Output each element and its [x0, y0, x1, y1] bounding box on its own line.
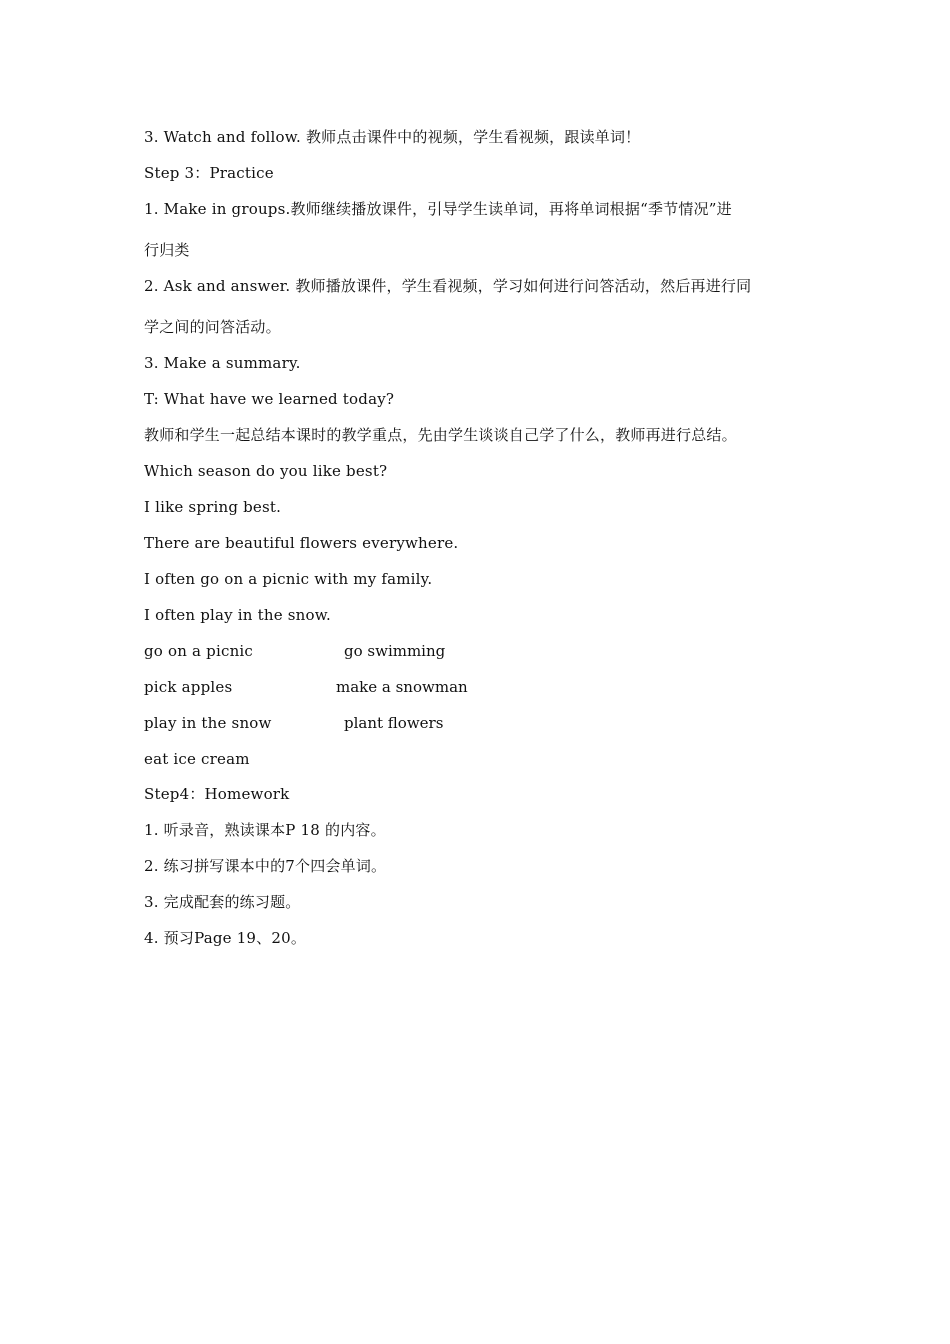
phrase-left: play in the snow: [144, 714, 272, 732]
homework-item: 3. 完成配套的练习题。: [144, 893, 301, 911]
text-line: 行归类: [144, 241, 190, 259]
phrase-left: pick apples: [144, 678, 233, 696]
text-line: I often go on a picnic with my family.: [144, 570, 433, 588]
text-line: T: What have we learned today?: [144, 390, 395, 408]
text-line: There are beautiful flowers everywhere.: [144, 534, 459, 552]
homework-item: 4. 预习Page 19、20。: [144, 929, 307, 947]
section-heading: Step 3：Practice: [144, 164, 274, 182]
text-line: I like spring best.: [144, 498, 282, 516]
text-line: 学之间的问答活动。: [144, 318, 281, 336]
phrase-right: make a snowman: [336, 678, 468, 696]
phrase-left: eat ice cream: [144, 750, 250, 768]
text-line: 教师和学生一起总结本课时的教学重点，先由学生谈谈自己学了什么，教师再进行总结。: [144, 426, 737, 444]
text-line: Which season do you like best?: [144, 462, 388, 480]
homework-item: 2. 练习拼写课本中的7个四会单词。: [144, 857, 387, 875]
text-line: 3. Make a summary.: [144, 354, 301, 372]
text-line: I often play in the snow.: [144, 606, 331, 624]
text-line: 2. Ask and answer. 教师播放课件，学生看视频，学习如何进行问答活动，然后再进行同: [144, 277, 752, 295]
text-line: 1. Make in groups.教师继续播放课件，引导学生读单词，再将单词根据“季节情况”进: [144, 200, 732, 218]
phrase-right: go swimming: [344, 642, 446, 660]
phrase-right: plant flowers: [344, 714, 444, 732]
section-heading: Step4：Homework: [144, 785, 290, 803]
phrase-left: go on a picnic: [144, 642, 254, 660]
homework-item: 1. 听录音，熟读课本P 18 的内容。: [144, 821, 386, 839]
text-line: 3. Watch and follow. 教师点击课件中的视频，学生看视频，跟读单词！: [144, 128, 641, 146]
